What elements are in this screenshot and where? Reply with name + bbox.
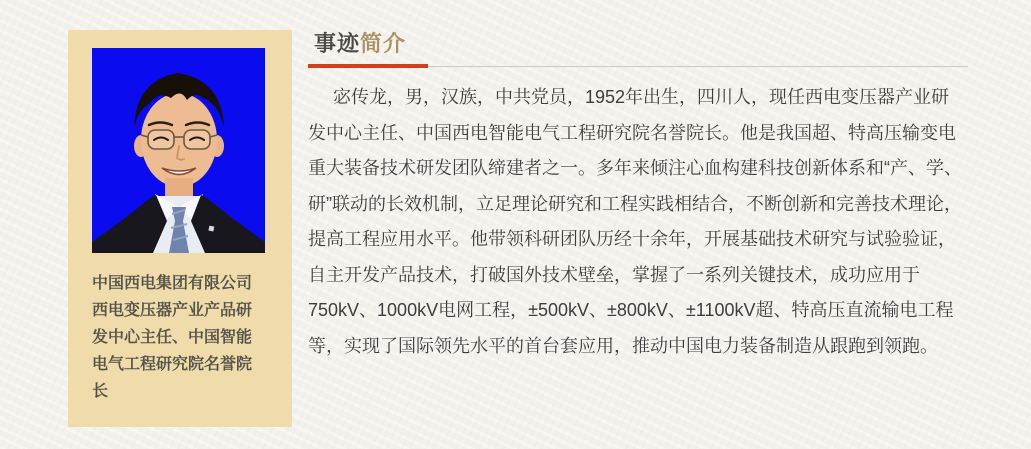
biography-line: 750kV、1000kV电网工程，±500kV、±800kV、±1100kV超、特高压直流输电工程 [308, 300, 954, 320]
portrait-photo [92, 48, 265, 253]
red-accent-bar [308, 64, 428, 68]
biography-line: 重大装备技术研发团队缔建者之一。多年来倾注心血构建科技创新体系和“产、学、 [308, 158, 962, 178]
profile-card [68, 30, 292, 427]
glasses-left-lens [148, 130, 174, 149]
biography-line: 提高工程应用水平。他带领科研团队历经十余年，开展基础技术研究与试验验证， [308, 229, 956, 249]
biography-line: 发中心主任、中国西电智能电气工程研究院名誉院长。他是我国超、特高压输变电 [308, 122, 956, 143]
caption-line: 电气工程研究院名誉院 [92, 356, 253, 373]
caption-line: 西电变压器产业产品研 [92, 302, 253, 319]
section-title [308, 30, 968, 57]
biography-line: 宓传龙，男，汉族，中共党员，1952年出生，四川人，现任西电变压器产业研 [333, 87, 950, 107]
photo-caption [92, 270, 268, 405]
biography-text [308, 80, 968, 364]
title-underline [308, 64, 968, 68]
biography-line: 研”联动的长效机制，立足理论研究和工程实践相结合，不断创新和完善技术理论， [308, 193, 962, 214]
biography-line: 自主开发产品技术，打破国外技术壁垒，掌握了一系列关键技术，成功应用于 [308, 264, 920, 285]
section-title-secondary: 简介 [360, 31, 407, 56]
biography-line: 等，实现了国际领先水平的首台套应用，推动中国电力装备制造从跟跑到领跑。 [308, 335, 938, 356]
deeds-section [308, 30, 968, 364]
caption-line: 中国西电集团有限公司 [92, 275, 253, 292]
glasses-right-lens [184, 130, 210, 149]
caption-line: 长 [92, 383, 109, 400]
caption-line: 发中心主任、中国智能 [92, 329, 253, 346]
section-title-primary: 事迹 [314, 31, 361, 56]
divider-line [428, 66, 968, 67]
